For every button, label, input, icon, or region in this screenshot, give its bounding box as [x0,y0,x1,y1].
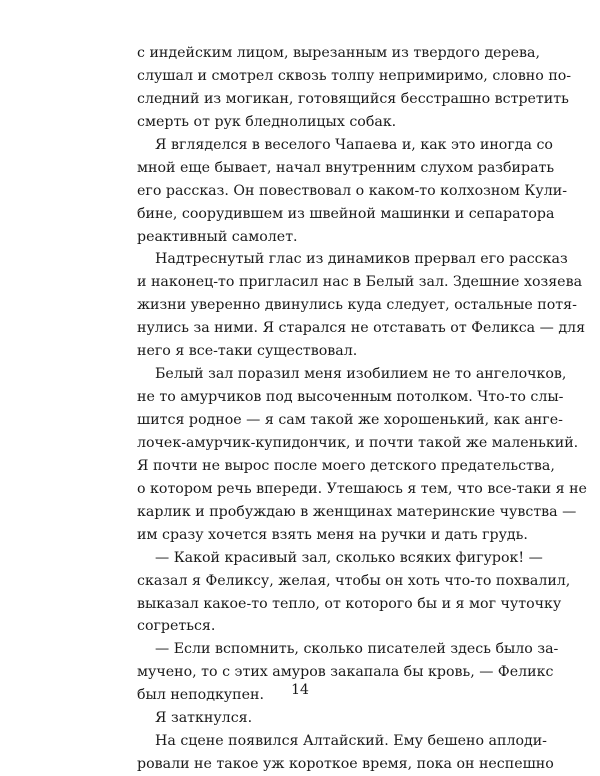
text-line: слушал и смотрел сквозь толпу непримиримо, словно по- [137,67,572,84]
text-line: карлик и пробуждаю в женщинах материнские чувства — [137,503,577,520]
text-line: нулись за ними. Я старался не отставать от Феликса — для [137,320,586,337]
text-line: согреться. [137,618,216,635]
text-line: шится родное — я сам такой же хорошенький, как анге- [137,412,563,428]
text-line: Я заткнулся. [155,710,253,727]
text-line: Я вгляделся в веселого Чапаева и, как это иногда со [155,136,553,153]
text-line: им сразу хочется взять меня на ручки и дать грудь. [137,526,528,543]
text-line: Я почти не вырос после моего детского предательства, [137,457,555,474]
text-line: его рассказ. Он повествовал о каком-то колхозном Кули- [137,182,568,199]
text-line: ровали не такое уж короткое время, пока он неспешно [137,756,554,773]
page-text [137,42,587,776]
text-line: и наконец-то пригласил нас в Белый зал. Здешние хозяева [137,274,583,291]
text-line: него я все-таки существовал. [137,343,358,360]
text-line: о котором речь впереди. Утешаюсь я тем, что все-таки я не [137,480,587,497]
text-line: сказал я Феликсу, желая, чтобы он хоть что-то похвалил, [137,572,571,589]
text-line: не то амурчиков под высоченным потолком. Что-то слы- [137,389,564,406]
text-line: жизни уверенно двинулись куда следует, остальные потя- [137,297,577,314]
text-line: мучено, то с этих амуров закапала бы кровь, — Феликс [137,664,554,681]
text-line: был неподкупен. [137,687,264,704]
page-number: 14 [291,682,309,698]
text-line: Белый зал поразил меня изобилием не то ангелочков, [155,366,567,383]
text-line: мной еще бывает, начал внутренним слухом разбирать [137,159,555,176]
text-line: — Если вспомнить, сколько писателей здесь было за- [155,641,559,658]
text-line: выказал какое-то тепло, от которого бы и я мог чуточку [137,595,562,612]
text-line: бине, соорудившем из швейной машинки и сепаратора [137,205,555,222]
text-line: смерть от рук бледнолицых собак. [137,113,397,130]
text-line: следний из могикан, готовящийся бесстрашно встретить [137,90,569,107]
text-line: На сцене появился Алтайский. Ему бешено аплоди- [155,733,547,750]
text-line: реактивный самолет. [137,228,298,245]
text-line: Надтреснутый глас из динамиков прервал его рассказ [155,251,568,268]
text-line: лочек-амурчик-купидончик, и почти такой же маленький. [137,434,579,451]
text-line: — Какой красивый зал, сколько всяких фигурок! — [155,549,543,566]
text-line: с индейским лицом, вырезанным из твердого дерева, [137,45,541,61]
